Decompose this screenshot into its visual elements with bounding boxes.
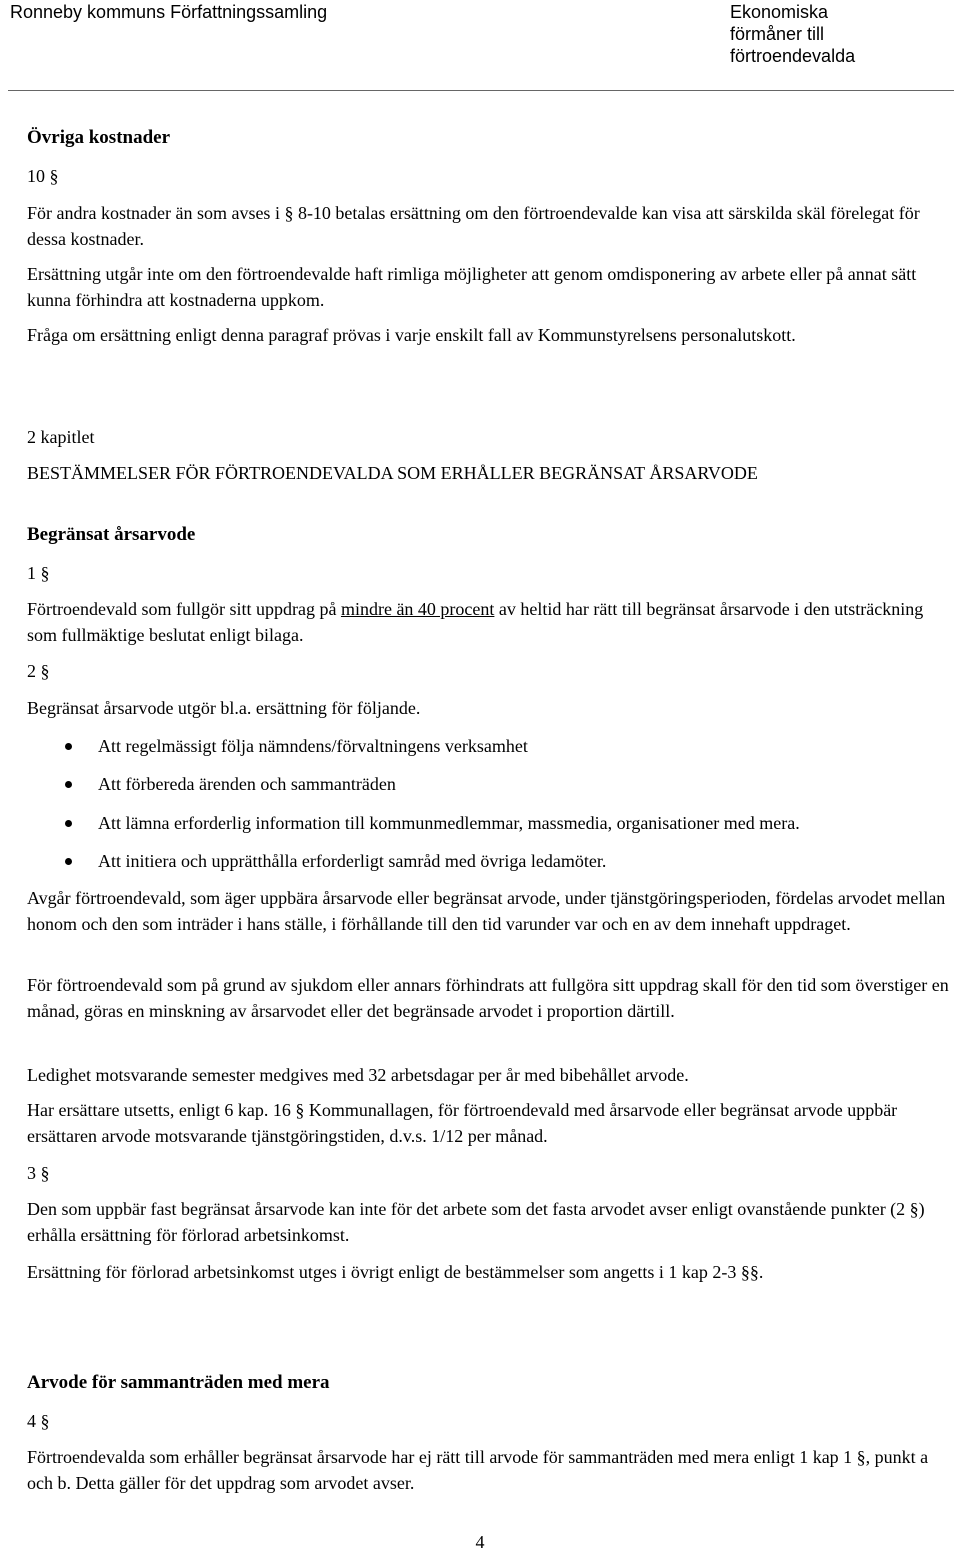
chapter-label: 2 kapitlet (27, 427, 95, 447)
header-title-line: Ekonomiska (730, 2, 829, 22)
paragraph-number-4: 4 § (27, 1411, 50, 1431)
paragraph-meeting-fees: Förtroendevalda som erhåller begränsat årsarvode har ej rätt till arvode för sammanträden med mera enligt 1 kap 1 §, punkt a och b. Detta gäller för det uppdrag som arvodet avser. (27, 1447, 929, 1493)
paragraph-text: av heltid har rätt till begränsat årsarvode i den utsträckning som fullmäktige beslutat enligt bilaga. (27, 599, 924, 645)
header-collection-title: Ronneby kommuns Författningssamling (10, 2, 328, 22)
paragraph-lost-income: Ersättning för förlorad arbetsinkomst utges i övrigt enligt de bestämmelser som angetts i 1 kap 2-3 §§. (27, 1262, 764, 1282)
header-title-line: förtroendevalda (730, 46, 856, 66)
paragraph-text: Förtroendevald som fullgör sitt uppdrag på (27, 599, 341, 619)
paragraph-number-10: 10 § (27, 166, 59, 186)
bullet-icon (65, 858, 72, 865)
paragraph-entitlement (27, 596, 957, 648)
section-heading-ovriga-kostnader: Övriga kostnader (27, 127, 171, 148)
underlined-threshold: mindre än 40 procent (340, 599, 495, 619)
paragraph-number-3: 3 § (27, 1163, 50, 1183)
paragraph-number-2: 2 § (27, 661, 50, 681)
paragraph-other-costs: För andra kostnader än som avses i § 8-10 betalas ersättning om den förtroendevalde kan visa att särskilda skäl förelegat för dessa kostnader. (27, 203, 920, 249)
paragraph-resignation: Avgår förtroendevald, som äger uppbära årsarvode eller begränsat arvode, under tjänstgöringsperioden, fördelas arvodet mellan honom och den som inträder i hans ställe, i förhållande till den tid varunder var och en av dem innehaft uppdraget. (27, 888, 946, 934)
section-heading-begransat-arsarvode: Begränsat årsarvode (27, 524, 196, 545)
chapter-title: BESTÄMMELSER FÖR FÖRTROENDEVALDA SOM ERHÅLLER BEGRÄNSAT ÅRSARVODE (27, 463, 758, 483)
list-item (27, 771, 957, 797)
list-item (27, 733, 957, 759)
list-item-text: Att initiera och upprätthålla erforderligt samråd med övriga ledamöter. (98, 851, 607, 871)
list-item-text: Att regelmässigt följa nämndens/förvaltningens verksamhet (98, 736, 528, 756)
bullet-icon (65, 820, 72, 827)
paragraph-substitute: Har ersättare utsetts, enligt 6 kap. 16 § Kommunallagen, för förtroendevald med årsarvode eller begränsat arvode uppbär ersättaren arvode motsvarande tjänstgöringstiden, d.v.s. 1/12 per månad. (27, 1100, 898, 1146)
paragraph-number-1: 1 § (27, 563, 50, 583)
bullet-icon (65, 781, 72, 788)
bullet-list (27, 733, 957, 874)
list-item-text: Att lämna erforderlig information till kommunmedlemmar, massmedia, organisationer med mera. (98, 813, 800, 833)
paragraph-compensation-condition: Ersättning utgår inte om den förtroendevalde haft rimliga möjligheter att genom omdisponering av arbete eller på annat sätt kunna förhindra att kostnaderna uppkom. (27, 264, 917, 310)
paragraph-sickness: För förtroendevald som på grund av sjukdom eller annars förhindrats att fullgöra sitt uppdrag skall för den tid som överstiger en månad, göras en minskning av årsarvodet eller det begränsade arvodet i proportion därtill. (27, 975, 949, 1021)
list-item-text: Att förbereda ärenden och sammanträden (98, 774, 396, 794)
paragraph-vacation: Ledighet motsvarande semester medgives med 32 arbetsdagar per år med bibehållet arvode. (27, 1065, 689, 1085)
list-item (27, 848, 957, 874)
bullet-icon (65, 743, 72, 750)
page-number: 4 (475, 1532, 485, 1552)
section-heading-arvode-sammantraden: Arvode för sammanträden med mera (27, 1372, 330, 1393)
paragraph-review: Fråga om ersättning enligt denna paragraf prövas i varje enskilt fall av Kommunstyrelsens personalutskott. (27, 325, 796, 345)
header-document-title (730, 1, 955, 67)
paragraph-scope: Begränsat årsarvode utgör bl.a. ersättning för följande. (27, 698, 421, 718)
header-divider (8, 90, 954, 91)
list-item (27, 810, 957, 836)
header-title-line: förmåner till (730, 24, 825, 44)
paragraph-fixed-fee: Den som uppbär fast begränsat årsarvode kan inte för det arbete som det fasta arvodet avser enligt ovanstående punkter (2 §) erhålla ersättning för förlorad arbetsinkomst. (27, 1199, 925, 1245)
